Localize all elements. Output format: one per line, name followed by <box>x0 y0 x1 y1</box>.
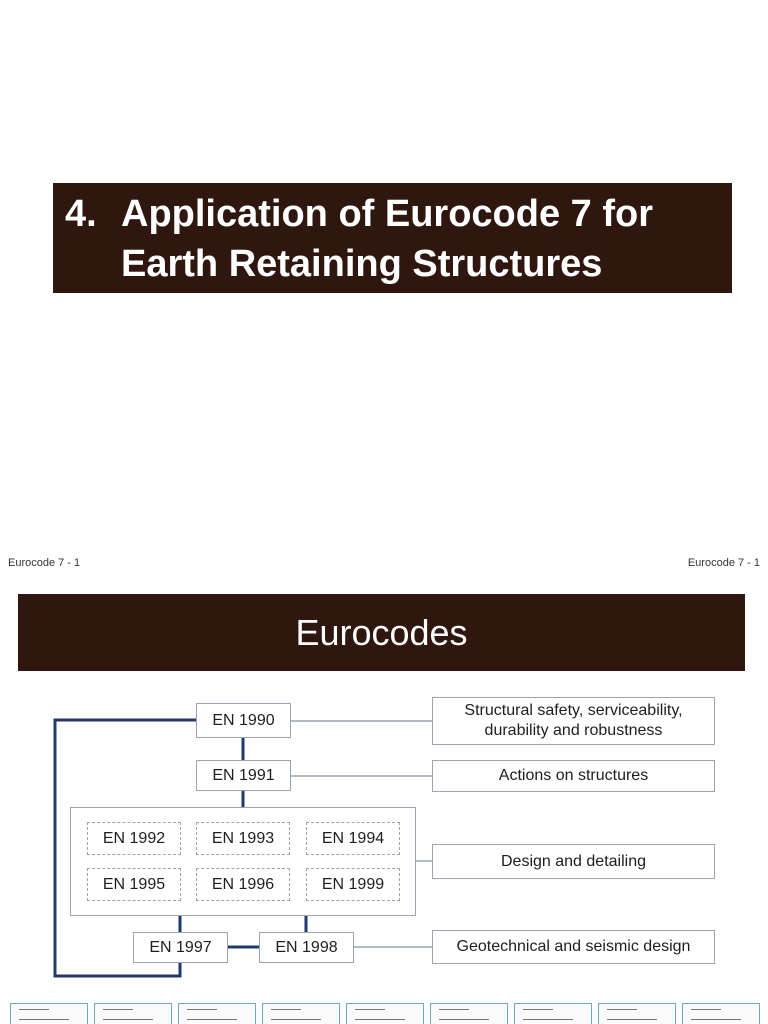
thumbnail[interactable] <box>178 1003 256 1024</box>
desc-design: Design and detailing <box>432 844 715 879</box>
thumbnail[interactable] <box>94 1003 172 1024</box>
title-line-2: Earth Retaining Structures <box>121 243 603 285</box>
footer-right-label: Eurocode 7 - 1 <box>687 557 760 569</box>
thumbnail[interactable] <box>598 1003 676 1024</box>
box-en1990: EN 1990 <box>196 703 291 738</box>
thumbnail[interactable] <box>346 1003 424 1024</box>
desc-actions: Actions on structures <box>432 760 715 792</box>
section-heading-banner <box>18 594 745 671</box>
title-line-1: Application of Eurocode 7 for <box>121 193 654 235</box>
box-en1993: EN 1993 <box>196 822 290 855</box>
footer-left-label: Eurocode 7 - 1 <box>8 557 81 569</box>
desc-safety <box>432 697 715 745</box>
box-en1998: EN 1998 <box>259 932 354 963</box>
box-en1997: EN 1997 <box>133 932 228 963</box>
thumbnail[interactable] <box>262 1003 340 1024</box>
thumbnail[interactable] <box>682 1003 760 1024</box>
box-en1995: EN 1995 <box>87 868 181 901</box>
desc-safety-line-1: Structural safety, serviceability, <box>464 702 683 719</box>
desc-geotech: Geotechnical and seismic design <box>432 930 715 964</box>
title-banner <box>53 183 732 293</box>
box-en1991: EN 1991 <box>196 760 291 791</box>
thumbnail-strip <box>10 1003 760 1024</box>
thumbnail[interactable] <box>430 1003 508 1024</box>
box-en1996: EN 1996 <box>196 868 290 901</box>
thumbnail[interactable] <box>10 1003 88 1024</box>
section-heading: Eurocodes <box>295 612 468 653</box>
box-en1992: EN 1992 <box>87 822 181 855</box>
thumbnail[interactable] <box>514 1003 592 1024</box>
desc-safety-line-2: durability and robustness <box>484 722 663 739</box>
box-en1994: EN 1994 <box>306 822 400 855</box>
title-number: 4. <box>65 193 97 235</box>
box-en1999: EN 1999 <box>306 868 400 901</box>
